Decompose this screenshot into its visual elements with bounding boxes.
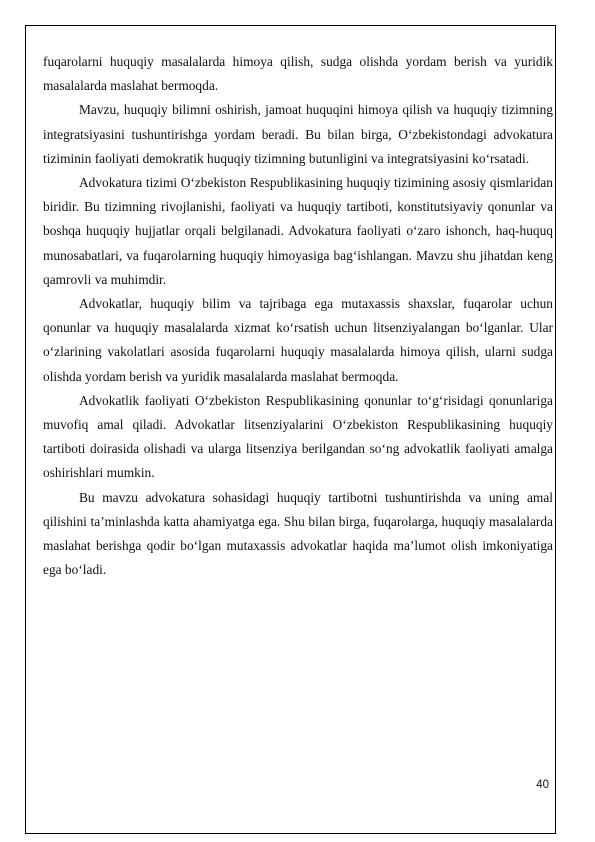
paragraph-conclusion: Bu mavzu advokatura sohasidagi huquqiy tartibotni tushuntirishda va uning amal qilishini ta’minlashda katta ahamiyatga ega. Shu bilan birga, fuqarolarga, huquqiy masalalarda maslahat berishga qodir bo‘lgan mutaxassis advokatlar haqida ma’lumot olish imkoniyatiga ega bo‘ladi. (43, 489, 553, 578)
paragraph-topic-importance: Mavzu, huquqiy bilimni oshirish, jamoat huquqini himoya qilish va huquqiy tizimning integratsiyasini tushuntirishga yordam beradi. Bu bilan birga, O‘zbekistondagi advokatura tiziminin faoliyati demokratik huquqiy tizimning butunligini va integratsiyasini ko‘rsatadi. (43, 102, 553, 166)
paragraph-advocates: Advokatlar, huquqiy bilim va tajribaga ega mutaxassis shaxslar, fuqarolar uchun qonunlar va huquqiy masalalarda xizmat ko‘rsatish uchun litsenziyalangan bo‘lganlar. Ular o‘zlarining vakolatlari asosida fuqarolarni huquqiy masalalarda himoya qilish, ularni sudga olishda yordam berish va yuridik masalalarda maslahat bermoqda. (43, 296, 553, 384)
page-number: 40 (536, 779, 549, 791)
paragraph-continuation: fuqarolarni huquqiy masalalarda himoya qilish, sudga olishda yordam berish va yuridik masalalarda maslahat bermoqda. (43, 54, 553, 94)
document-body (43, 50, 553, 582)
paragraph-advocacy-activity: Advokatlik faoliyati O‘zbekiston Respublikasining qonunlar to‘g‘risidagi qonunlariga muvofiq amal qiladi. Advokatlar litsenziyalarini O‘zbekiston Respublikasining huquqiy tartiboti doirasida olishadi va ularga litsenziya berilgandan so‘ng advokatlik faoliyati amalga oshirishlari mumkin. (43, 392, 553, 481)
paragraph-advocacy-system: Advokatura tizimi O‘zbekiston Respublikasining huquqiy tizimining asosiy qismlaridan biridir. Bu tizimning rivojlanishi, faoliyati va huquqiy tartiboti, konstitutsiyaviy qonunlar va boshqa huquqiy hujjatlar orqali belgilanadi. Advokatura faoliyati o‘zaro ishonch, haq-huquq munosabatlari, va fuqarolarning huquqiy himoyasiga bag‘ishlangan. Mavzu shu jihatdan keng qamrovli va muhimdir. (43, 175, 553, 287)
